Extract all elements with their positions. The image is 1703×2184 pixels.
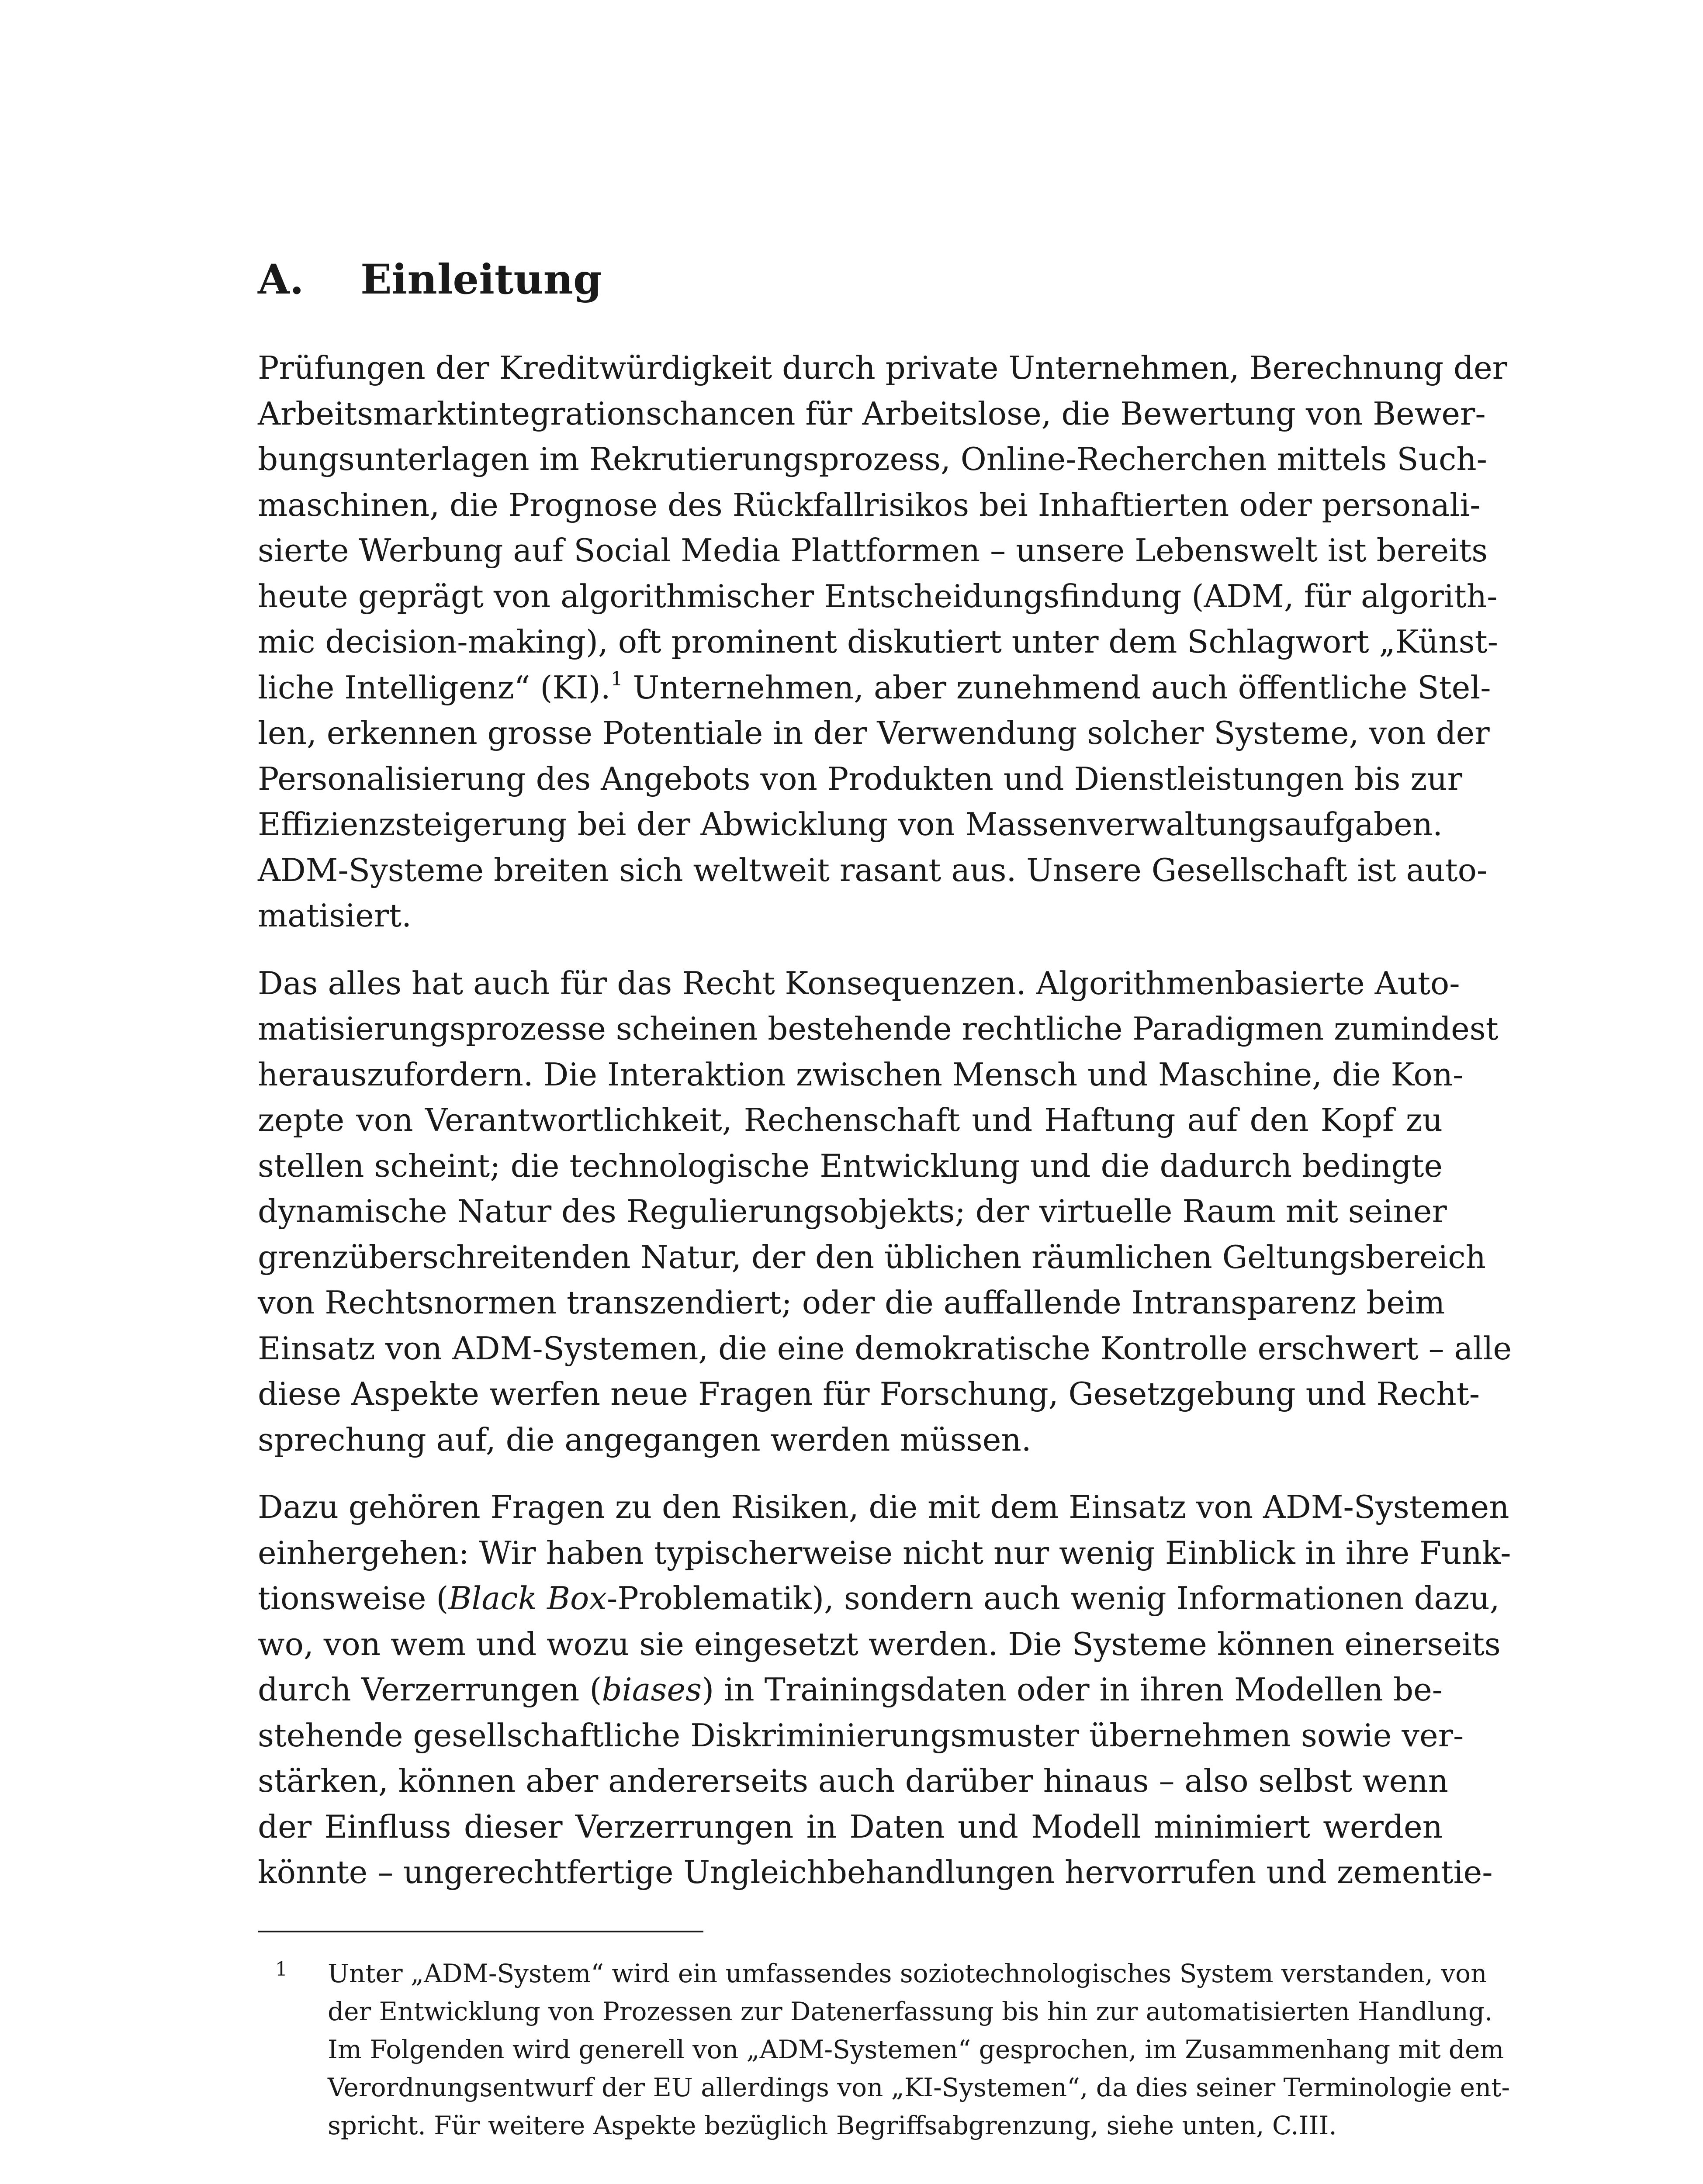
text-line: Personalisierung des Angebots von Produkten und Dienstleistungen bis zur [258,760,1463,797]
footnote-line: spricht. Für weitere Aspekte bezüglich Begriffsabgrenzung, siehe unten, C.III. [328,2111,1337,2140]
text-line: ADM-Systeme breiten sich weltweit rasant aus. Unsere Gesellschaft ist auto- [258,851,1488,888]
text-line: wo, von wem und wozu sie eingesetzt werden. Die Systeme können einerseits [258,1625,1501,1662]
text-line: könnte – ungerechtfertige Ungleichbehandlungen hervorrufen und zementie- [258,1854,1493,1890]
text-line: der Einfluss dieser Verzerrungen in Daten und Modell minimiert werden [258,1808,1443,1845]
footnote-text [328,1955,1510,2145]
footnote-line: Im Folgenden wird generell von „ADM-Systemen“ gesprochen, im Zusammenhang mit dem [328,2035,1504,2064]
body-text [258,345,1512,1917]
text-line: stellen scheint; die technologische Entwicklung und die dadurch bedingte [258,1147,1443,1184]
text-line: sierte Werbung auf Social Media Plattformen – unsere Lebenswelt ist bereits [258,532,1488,569]
text-line-with-italic [258,1576,1500,1621]
footnote-line: Unter „ADM-System“ wird ein umfassendes soziotechnologisches System verstanden, von [328,1959,1487,1988]
italic-term: Black Box [448,1580,607,1617]
footnote [258,1955,1510,2145]
paragraph-3 [258,1484,1511,1895]
text-segment: durch Verzerrungen ( [258,1671,602,1708]
italic-term: biases [602,1671,702,1708]
text-line: Das alles hat auch für das Recht Konsequenzen. Algorithmenbasierte Auto- [258,964,1460,1002]
section-heading [258,253,602,306]
text-line: matisiert. [258,897,412,934]
text-line: dynamische Natur des Regulierungsobjekts; der virtuelle Raum mit seiner [258,1193,1447,1230]
paragraph-1 [258,345,1508,939]
text-line: mic decision-making), oft prominent diskutiert unter dem Schlagwort „Künst- [258,623,1498,660]
text-line: stärken, können aber andererseits auch darüber hinaus – also selbst wenn [258,1762,1448,1799]
text-line-with-italic [258,1667,1443,1713]
text-line: herauszufordern. Die Interaktion zwischen Mensch und Maschine, die Kon- [258,1056,1464,1093]
text-line: Prüfungen der Kreditwürdigkeit durch private Unternehmen, Berechnung der [258,349,1508,386]
text-line-with-footnote-ref [258,665,1491,711]
text-line: zepte von Verantwortlichkeit, Rechenschaft und Haftung auf den Kopf zu [258,1102,1443,1138]
text-segment: tionsweise ( [258,1580,449,1617]
footnote-line: Verordnungsentwurf der EU allerdings von „KI-Systemen“, da dies seiner Terminologie ent- [328,2073,1510,2102]
text-segment: Unternehmen, aber zunehmend auch öffentliche Stel- [623,669,1491,706]
section-title: Einleitung [360,256,602,304]
section-number: A. [258,256,304,304]
footnote-number: 1 [275,1958,287,1980]
text-line: Dazu gehören Fragen zu den Risiken, die mit dem Einsatz von ADM-Systemen [258,1489,1509,1525]
text-line: heute geprägt von algorithmischer Entscheidungsfindung (ADM, für algorith- [258,577,1498,615]
text-line: Effizienzsteigerung bei der Abwicklung von Massenverwaltungsaufgaben. [258,806,1443,843]
footnote-line: der Entwicklung von Prozessen zur Datenerfassung bis hin zur automatisierten Handlung. [328,1997,1493,2026]
text-line: matisierungsprozesse scheinen bestehende rechtliche Paradigmen zumindest [258,1010,1499,1047]
text-segment: liche Intelligenz“ (KI). [258,669,611,706]
text-line: bungsunterlagen im Rekrutierungsprozess, Online-Recherchen mittels Such- [258,441,1487,477]
text-segment: -Problematik), sondern auch wenig Informationen dazu, [607,1580,1500,1617]
text-line: len, erkennen grosse Potentiale in der Verwendung solcher Systeme, von der [258,715,1490,751]
text-line: einhergehen: Wir haben typischerweise nicht nur wenig Einblick in ihre Funk- [258,1534,1511,1571]
text-line: Einsatz von ADM-Systemen, die eine demokratische Kontrolle erschwert – alle [258,1330,1512,1367]
text-line: grenzüberschreitenden Natur, der den üblichen räumlichen Geltungsbereich [258,1238,1486,1275]
text-line: von Rechtsnormen transzendiert; oder die auffallende Intransparenz beim [258,1284,1445,1321]
footnote-divider [258,1931,703,1932]
text-line: diese Aspekte werfen neue Fragen für Forschung, Gesetzgebung und Recht- [258,1375,1480,1412]
paragraph-2 [258,961,1512,1463]
footnote-reference[interactable]: 1 [610,667,623,690]
text-line: Arbeitsmarktintegrationschancen für Arbeitslose, die Bewertung von Bewer- [258,395,1486,432]
text-segment: ) in Trainingsdaten oder in ihren Modellen be- [702,1671,1443,1708]
text-line: stehende gesellschaftliche Diskriminierungsmuster übernehmen sowie ver- [258,1717,1464,1754]
text-line: maschinen, die Prognose des Rückfallrisikos bei Inhaftierten oder personali- [258,486,1481,523]
text-line: sprechung auf, die angegangen werden müssen. [258,1421,1031,1458]
